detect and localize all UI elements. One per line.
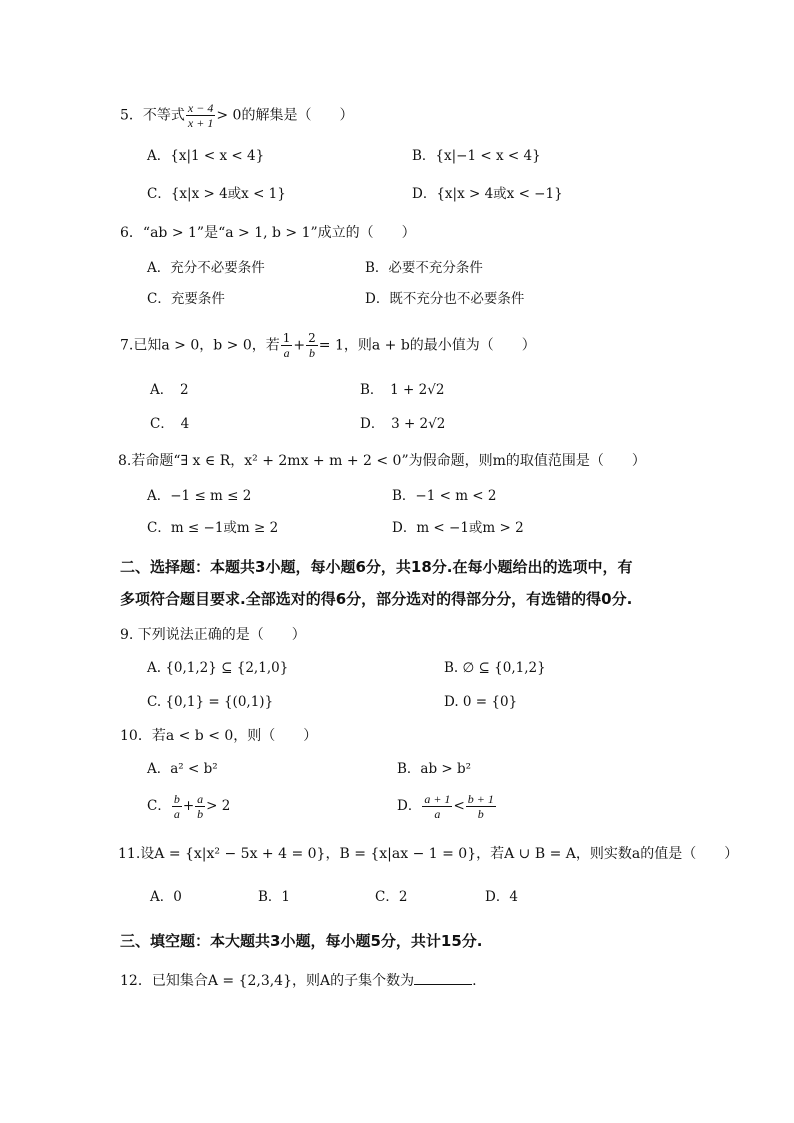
question-7-option-c: C． 4: [150, 416, 190, 432]
question-8-option-a: A．−1 ≤ m ≤ 2: [147, 488, 252, 504]
option-d-fraction-1: [422, 792, 452, 821]
question-9-option-d: D. 0 = {0}: [444, 694, 518, 710]
question-7-stem: [120, 331, 536, 360]
fraction-denominator: a: [283, 346, 290, 360]
option-c-fraction-2: [195, 792, 205, 821]
question-9-stem: 9. 下列说法正确的是（ ）: [120, 627, 306, 643]
question-8-option-d: D．m < −1或m > 2: [392, 520, 524, 536]
question-7-option-d: D． 3 + 2√2: [360, 416, 446, 432]
fraction-denominator: a: [173, 807, 180, 821]
question-7-option-a: A． 2: [150, 382, 189, 398]
question-5-option-b: B．{x|−1 < x < 4}: [412, 148, 541, 164]
question-11-option-a: A．0: [150, 889, 182, 905]
question-9-option-c: C. {0,1} = {(0,1)}: [147, 694, 274, 710]
plus-sign: +: [293, 337, 306, 354]
fraction-numerator: b: [173, 792, 180, 806]
question-5-option-a: A．{x|1 < x < 4}: [147, 148, 265, 164]
question-6-option-b: B．必要不充分条件: [365, 260, 483, 276]
question-6-option-c: C．充要条件: [147, 291, 225, 307]
answer-blank[interactable]: [414, 970, 472, 985]
question-10-option-a: A．a² < b²: [147, 761, 218, 777]
fraction-denominator: a: [434, 807, 441, 821]
fraction-numerator: a: [197, 792, 204, 806]
question-12-stem: [120, 970, 477, 991]
question-12-period: .: [472, 973, 477, 989]
fraction-denominator: b: [477, 807, 484, 821]
question-11-stem: 11.设A = {x|x² − 5x + 4 = 0}，B = {x|ax − 1 = 0}，若A ∪ B = A，则实数a的值是（ ）: [118, 846, 739, 862]
fraction-numerator: 2: [308, 331, 316, 345]
question-10-option-b: B．ab > b²: [397, 761, 472, 777]
question-10-stem: 10．若a < b < 0，则（ ）: [120, 728, 318, 744]
question-8-stem: 8.若命题“∃ x ∈ R，x² + 2mx + m + 2 < 0”为假命题，则m的取值范围是（ ）: [118, 453, 646, 469]
question-5-option-c: C．{x|x > 4或x < 1}: [147, 186, 286, 202]
question-7-option-b: B． 1 + 2√2: [360, 382, 445, 398]
section-3-heading: 三、填空题：本大题共3小题，每小题5分，共计15分.: [120, 932, 483, 950]
question-6-option-d: D．既不充分也不必要条件: [365, 291, 525, 307]
fraction-numerator: a + 1: [424, 792, 451, 806]
plus-sign: +: [182, 798, 195, 814]
question-11-option-d: D．4: [485, 889, 518, 905]
question-11-option-b: B．1: [258, 889, 291, 905]
question-6-stem: 6．“ab > 1”是“a > 1, b > 1”成立的（ ）: [120, 225, 416, 241]
question-8-option-b: B．−1 < m < 2: [392, 488, 497, 504]
section-2-heading-line-1: 二、选择题：本题共3小题，每小题6分，共18分.在每小题给出的选项中，有: [120, 558, 633, 576]
question-7-fraction-2: [306, 331, 318, 360]
question-5-fraction: [186, 101, 215, 130]
question-10-option-d: [397, 792, 497, 821]
question-5-suffix: > 0的解集是（ ）: [216, 107, 354, 124]
question-11-option-c: C．2: [375, 889, 408, 905]
option-label: D．: [397, 798, 422, 814]
option-d-fraction-2: [466, 792, 496, 821]
option-c-suffix: > 2: [206, 798, 231, 814]
question-5-stem: [120, 101, 353, 130]
question-7-suffix: = 1，则a + b的最小值为（ ）: [318, 337, 536, 354]
question-9-option-b: B. ∅ ⊆ {0,1,2}: [444, 660, 546, 676]
question-9-option-a: A. {0,1,2} ⊆ {2,1,0}: [147, 660, 289, 676]
question-7-fraction-1: [281, 331, 293, 360]
question-8-option-c: C．m ≤ −1或m ≥ 2: [147, 520, 279, 536]
fraction-numerator: 1: [282, 331, 291, 345]
option-label: C．: [147, 798, 171, 814]
question-10-option-c: [147, 792, 230, 821]
section-2-heading-line-2: 多项符合题目要求.全部选对的得6分，部分选对的得部分分，有选错的得0分.: [120, 590, 633, 608]
question-7-prefix: 7.已知a > 0，b > 0，若: [120, 337, 280, 354]
less-than-sign: <: [453, 798, 465, 814]
fraction-denominator: b: [197, 807, 204, 821]
option-c-fraction-1: [172, 792, 182, 821]
fraction-numerator: b + 1: [467, 792, 494, 806]
question-12-text: 12．已知集合A = {2,3,4}，则A的子集个数为: [120, 973, 415, 989]
question-5-option-d: D．{x|x > 4或x < −1}: [412, 186, 563, 202]
fraction-denominator: b: [308, 346, 315, 360]
question-5-prefix: 5．不等式: [120, 107, 185, 124]
fraction-denominator: x + 1: [187, 116, 214, 130]
question-6-option-a: A．充分不必要条件: [147, 260, 265, 276]
fraction-numerator: x − 4: [187, 101, 214, 115]
